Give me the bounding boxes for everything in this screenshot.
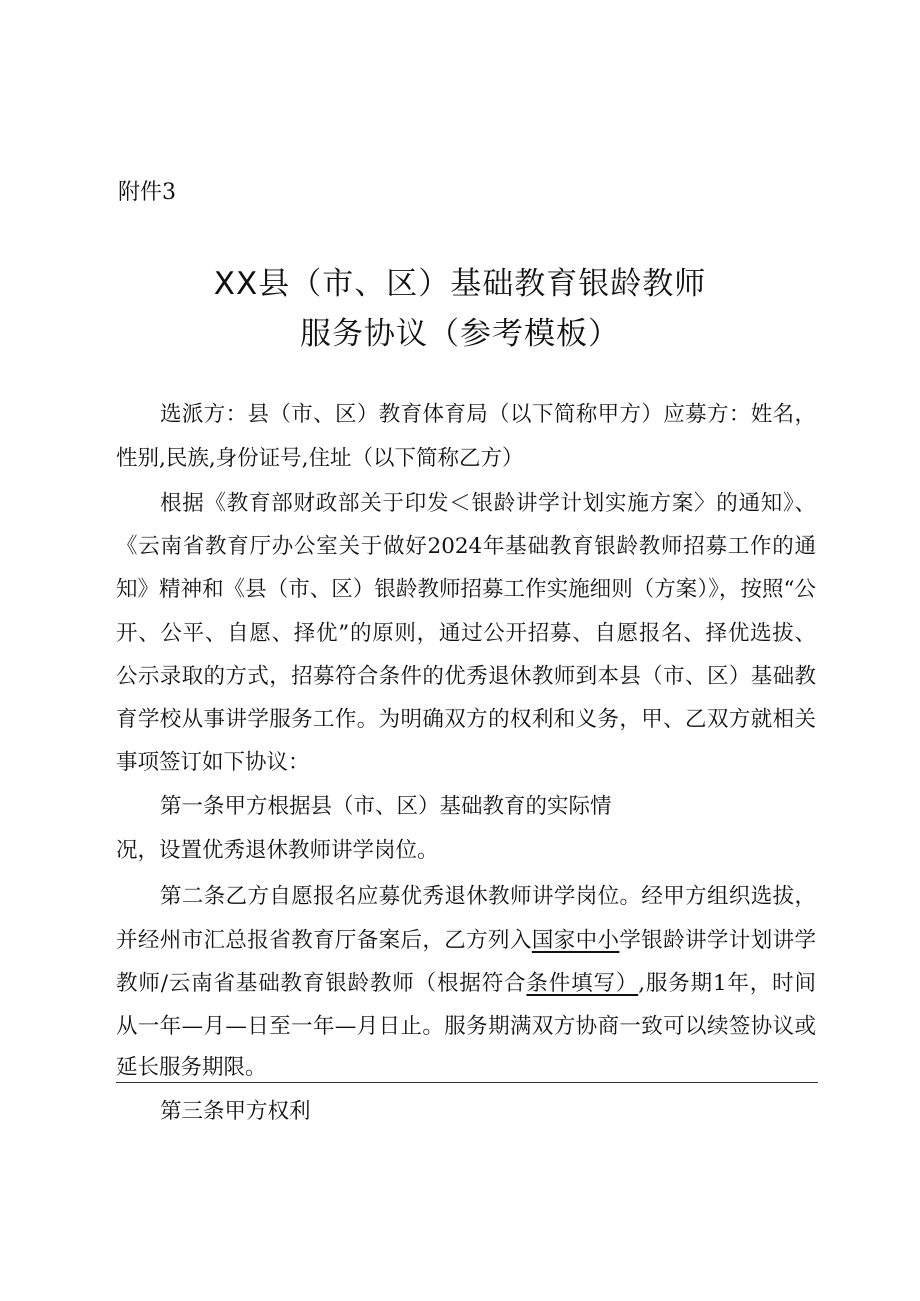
preamble-line: 《云南省教育厅办公室关于做好2024年基础教育银龄教师招募工作的通 <box>116 534 816 559</box>
parties-line: 选派方：县（市、区）教育体育局（以下简称甲方）应募方：姓名， <box>160 402 816 427</box>
article2-line <box>116 926 816 956</box>
article1-line: 第一条甲方根据县（市、区）基础教育的实际情 <box>160 794 612 819</box>
text: 学银龄讲学计划讲学 <box>619 928 816 953</box>
article2-line <box>116 969 816 999</box>
underlined-text: 条件填写） <box>526 971 639 996</box>
preamble-line: 事项签订如下协议： <box>116 750 310 775</box>
preamble-line: 根据《教育部财政部关于印发＜银龄讲学计划实施方案〉的通知》、 <box>160 491 816 516</box>
text: 教师/云南省基础教育银龄教师（根据符合 <box>116 971 527 996</box>
article1-line: 况，设置优秀退休教师讲学岗位。 <box>116 838 439 863</box>
article2-line: 延长服务期限。 <box>116 1055 267 1080</box>
parties-line: 性别,民族,身份证号,住址（以下简称乙方） <box>116 446 524 471</box>
divider <box>116 1082 818 1083</box>
attachment-label: 附件3 <box>118 180 176 205</box>
preamble-line: 开、公平、自愿、择优”的原则，通过公开招募、自愿报名、择优选拔、 <box>116 621 816 646</box>
article3-heading: 第三条甲方权利 <box>160 1099 311 1124</box>
article2-line: 第二条乙方自愿报名应募优秀退休教师讲学岗位。经甲方组织选拔， <box>160 884 816 909</box>
document-title-line2: 服务协议（参考模板） <box>300 316 620 352</box>
preamble-line: 育学校从事讲学服务工作。为明确双方的权利和义务，甲、乙双方就相关 <box>116 707 816 732</box>
text: ,服务期1年，时间 <box>638 971 817 996</box>
preamble-line: 知》精神和《县（市、区）银龄教师招募工作实施细则（方案）》，按照“公 <box>116 577 816 602</box>
text: 并经州市汇总报省教育厅备案后，乙方列入 <box>116 928 532 953</box>
article2-line: 从一年—月—日至一年—月日止。服务期满双方协商一致可以续签协议或 <box>116 1014 816 1039</box>
underlined-text: 国家中小 <box>531 928 620 953</box>
preamble-line: 公示录取的方式，招募符合条件的优秀退休教师到本县（市、区）基础教 <box>116 664 816 689</box>
document-title-line1: XX县（市、区）基础教育银龄教师 <box>213 266 707 302</box>
